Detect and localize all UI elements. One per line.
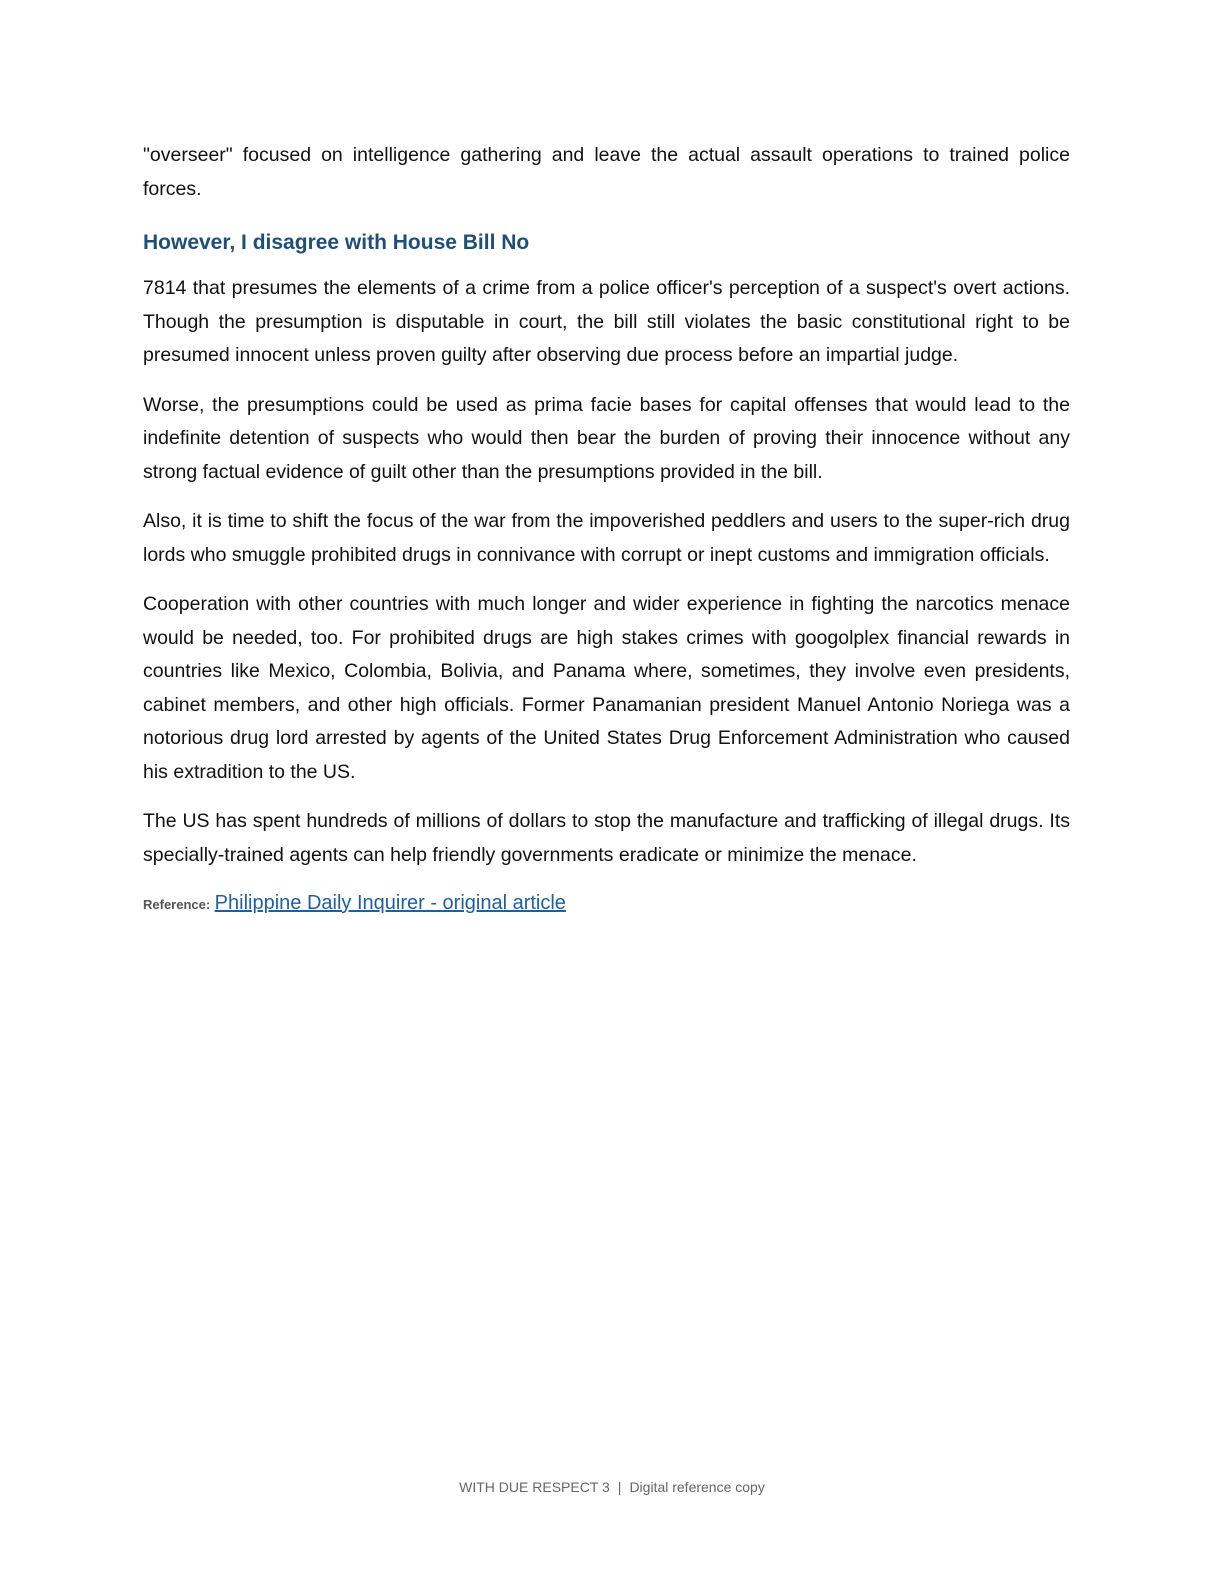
body-paragraph-2: Worse, the presumptions could be used as prima facie bases for capital offenses that would lead to the indefinite detention of suspects who would then bear the burden of proving their innocence without any strong factual evidence of guilt other than the presumptions provided in the bill. bbox=[143, 393, 1070, 483]
document-body bbox=[143, 139, 1070, 920]
section-heading: However, I disagree with House Bill No bbox=[143, 231, 530, 254]
intro-paragraph: "overseer" focused on intelligence gathering and leave the actual assault operations to trained police forces. bbox=[143, 144, 1070, 200]
footer-title: WITH DUE RESPECT 3 bbox=[459, 1479, 610, 1495]
footer-note: Digital reference copy bbox=[629, 1479, 765, 1495]
footer-separator: | bbox=[617, 1479, 622, 1495]
reference-link[interactable]: Philippine Daily Inquirer - original article bbox=[214, 892, 566, 914]
reference-line bbox=[143, 888, 1070, 920]
body-paragraph-3: Also, it is time to shift the focus of the war from the impoverished peddlers and users to the super-rich drug lords who smuggle prohibited drugs in connivance with corrupt or inept customs and immigration officials. bbox=[143, 510, 1070, 566]
body-paragraph-1: 7814 that presumes the elements of a crime from a police officer's perception of a suspect's overt actions. Though the presumption is disputable in court, the bill still violates the basic constitutional right to be presumed innocent unless proven guilty after observing due process before an impartial judge. bbox=[143, 277, 1070, 366]
reference-label: Reference: bbox=[143, 897, 211, 912]
page-footer bbox=[0, 1479, 1224, 1495]
body-paragraph-4: Cooperation with other countries with much longer and wider experience in fighting the narcotics menace would be needed, too. For prohibited drugs are high stakes crimes with googolplex financial rewards in countries like Mexico, Colombia, Bolivia, and Panama where, sometimes, they involve even presidents, cabinet members, and other high officials. Former Panamanian president Manuel Antonio Noriega was a notorious drug lord arrested by agents of the United States Drug Enforcement Administration who caused his extradition to the US. bbox=[143, 593, 1070, 783]
body-paragraph-5: The US has spent hundreds of millions of dollars to stop the manufacture and trafficking of illegal drugs. Its specially-trained agents can help friendly governments eradicate or minimize the menace. bbox=[143, 810, 1070, 866]
